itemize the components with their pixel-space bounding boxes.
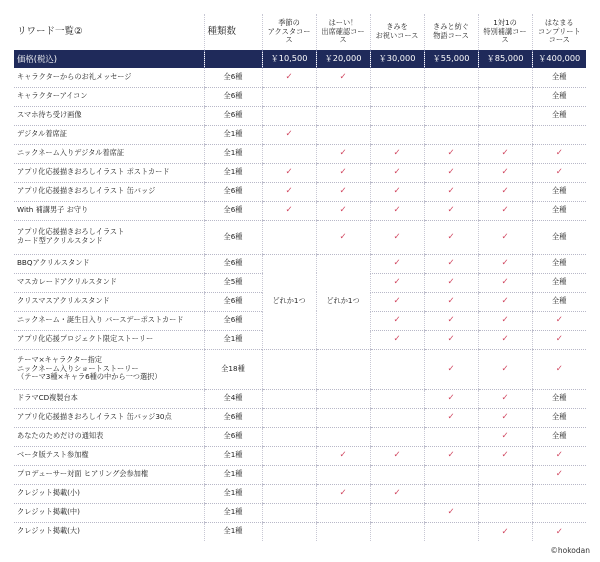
check-icon: ✓: [532, 522, 586, 541]
empty-cell: [478, 484, 532, 503]
all-kinds-label: 全種: [532, 87, 586, 106]
reward-kinds: 全6種: [204, 292, 262, 311]
empty-cell: [316, 427, 370, 446]
check-icon: ✓: [478, 182, 532, 201]
empty-cell: [262, 220, 316, 254]
all-kinds-label: 全種: [532, 292, 586, 311]
check-icon: ✓: [370, 254, 424, 273]
reward-kinds: 全1種: [204, 484, 262, 503]
reward-name: クリスマスアクリルスタンド: [14, 292, 204, 311]
empty-cell: [262, 87, 316, 106]
check-icon: ✓: [478, 254, 532, 273]
price-label: 価格(税込): [14, 50, 204, 68]
empty-cell: [424, 522, 478, 541]
empty-cell: [424, 427, 478, 446]
course-header: 1対1の 特別補講コース: [478, 14, 532, 50]
table-row: [14, 389, 586, 408]
empty-cell: [262, 427, 316, 446]
empty-cell: [316, 106, 370, 125]
check-icon: ✓: [370, 484, 424, 503]
empty-cell: [424, 68, 478, 87]
check-icon: ✓: [478, 349, 532, 389]
check-icon: ✓: [370, 201, 424, 220]
check-icon: ✓: [532, 144, 586, 163]
check-icon: ✓: [424, 292, 478, 311]
check-icon: ✓: [478, 163, 532, 182]
empty-cell: [316, 522, 370, 541]
reward-name: アプリ化応援プロジェクト限定ストーリー: [14, 330, 204, 349]
empty-cell: [262, 106, 316, 125]
reward-kinds: 全6種: [204, 311, 262, 330]
check-icon: ✓: [424, 330, 478, 349]
check-icon: ✓: [262, 201, 316, 220]
empty-cell: [262, 484, 316, 503]
empty-cell: [262, 389, 316, 408]
reward-kinds: 全6種: [204, 408, 262, 427]
reward-name: スマホ待ち受け画像: [14, 106, 204, 125]
check-icon: ✓: [370, 446, 424, 465]
empty-cell: [262, 522, 316, 541]
reward-table: [14, 14, 586, 541]
all-kinds-label: 全種: [532, 408, 586, 427]
table-row: [14, 87, 586, 106]
check-icon: ✓: [424, 408, 478, 427]
check-icon: ✓: [532, 311, 586, 330]
check-icon: ✓: [424, 144, 478, 163]
check-icon: ✓: [424, 163, 478, 182]
reward-kinds: 全4種: [204, 389, 262, 408]
course-header: 季節の アクスタコース: [262, 14, 316, 50]
check-icon: ✓: [424, 254, 478, 273]
price-cell: ￥20,000: [316, 50, 370, 68]
table-row: [14, 446, 586, 465]
empty-cell: [262, 144, 316, 163]
check-icon: ✓: [424, 349, 478, 389]
reward-name: デジタル着席証: [14, 125, 204, 144]
reward-kinds: 全1種: [204, 163, 262, 182]
check-icon: ✓: [370, 273, 424, 292]
check-icon: ✓: [262, 125, 316, 144]
empty-cell: [424, 87, 478, 106]
table-row: [14, 349, 586, 389]
check-icon: ✓: [316, 163, 370, 182]
all-kinds-label: 全種: [532, 68, 586, 87]
check-icon: ✓: [424, 182, 478, 201]
check-icon: ✓: [424, 446, 478, 465]
all-kinds-label: 全種: [532, 201, 586, 220]
table-row: [14, 408, 586, 427]
check-icon: ✓: [424, 273, 478, 292]
check-icon: ✓: [316, 68, 370, 87]
table-row: [14, 144, 586, 163]
all-kinds-label: 全種: [532, 106, 586, 125]
reward-name: クレジット掲載(小): [14, 484, 204, 503]
reward-name: あなたのためだけの通知表: [14, 427, 204, 446]
check-icon: ✓: [262, 163, 316, 182]
check-icon: ✓: [478, 292, 532, 311]
reward-kinds: 全6種: [204, 427, 262, 446]
check-icon: ✓: [370, 144, 424, 163]
reward-kinds: 全18種: [204, 349, 262, 389]
table-row: [14, 182, 586, 201]
empty-cell: [532, 503, 586, 522]
empty-cell: [478, 503, 532, 522]
copyright-text: ©hokodan: [550, 546, 590, 555]
all-kinds-label: 全種: [532, 220, 586, 254]
check-icon: ✓: [478, 311, 532, 330]
check-icon: ✓: [478, 220, 532, 254]
all-kinds-label: 全種: [532, 273, 586, 292]
check-icon: ✓: [532, 446, 586, 465]
reward-kinds: 全6種: [204, 254, 262, 273]
check-icon: ✓: [478, 427, 532, 446]
table-row: [14, 220, 586, 254]
empty-cell: [478, 465, 532, 484]
table-row: [14, 254, 586, 273]
all-kinds-label: 全種: [532, 427, 586, 446]
check-icon: ✓: [478, 522, 532, 541]
price-kinds-cell: [204, 50, 262, 68]
kinds-header: 種類数: [204, 14, 262, 50]
course-header: はなまる コンプリート コース: [532, 14, 586, 50]
reward-kinds: 全6種: [204, 68, 262, 87]
price-row: [14, 50, 586, 68]
reward-name: ニックネーム入りデジタル着席証: [14, 144, 204, 163]
table-row: [14, 106, 586, 125]
price-cell: ￥30,000: [370, 50, 424, 68]
empty-cell: [478, 106, 532, 125]
table-row: [14, 201, 586, 220]
check-icon: ✓: [424, 201, 478, 220]
reward-kinds: 全6種: [204, 201, 262, 220]
reward-name: ニックネーム・誕生日入り バースデーポストカード: [14, 311, 204, 330]
price-cell: ￥55,000: [424, 50, 478, 68]
reward-kinds: 全1種: [204, 125, 262, 144]
check-icon: ✓: [478, 446, 532, 465]
course-header: はーい！ 出席確認コース: [316, 14, 370, 50]
check-icon: ✓: [424, 220, 478, 254]
table-row: [14, 522, 586, 541]
check-icon: ✓: [478, 389, 532, 408]
check-icon: ✓: [370, 182, 424, 201]
reward-name: BBQアクリルスタンド: [14, 254, 204, 273]
reward-name: クレジット掲載(中): [14, 503, 204, 522]
empty-cell: [370, 87, 424, 106]
check-icon: ✓: [370, 220, 424, 254]
reward-name: クレジット掲載(大): [17, 526, 80, 536]
empty-cell: [262, 349, 316, 389]
empty-cell: [370, 427, 424, 446]
reward-name: アプリ化応援描きおろしイラスト ポストカード: [14, 163, 204, 182]
empty-cell: [262, 503, 316, 522]
empty-cell: [532, 125, 586, 144]
check-icon: ✓: [478, 330, 532, 349]
empty-cell: [370, 503, 424, 522]
reward-name: プロデューサー対面 ヒアリング会参加権: [14, 465, 204, 484]
course-header: きみを お祝いコース: [370, 14, 424, 50]
reward-name: キャラクターアイコン: [14, 87, 204, 106]
empty-cell: [316, 408, 370, 427]
empty-cell: [370, 408, 424, 427]
check-icon: ✓: [316, 144, 370, 163]
empty-cell: [316, 349, 370, 389]
reward-kinds: 全1種: [204, 465, 262, 484]
table-row: [14, 68, 586, 87]
table-row: [14, 427, 586, 446]
check-icon: ✓: [316, 220, 370, 254]
check-icon: ✓: [532, 349, 586, 389]
reward-kinds: 全1種: [204, 144, 262, 163]
table-row: [14, 125, 586, 144]
empty-cell: [316, 125, 370, 144]
empty-cell: [370, 106, 424, 125]
check-icon: ✓: [370, 292, 424, 311]
reward-name: ドラマCD複製台本: [14, 389, 204, 408]
reward-name: キャラクターからのお礼メッセージ: [14, 68, 204, 87]
empty-cell: [370, 389, 424, 408]
check-icon: ✓: [424, 311, 478, 330]
reward-kinds: 全6種: [204, 220, 262, 254]
empty-cell: [316, 87, 370, 106]
empty-cell: [370, 125, 424, 144]
reward-name: With 補講男子 お守り: [14, 201, 204, 220]
check-icon: ✓: [316, 182, 370, 201]
check-icon: ✓: [424, 503, 478, 522]
table-row: [14, 503, 586, 522]
empty-cell: [316, 465, 370, 484]
table-row: [14, 484, 586, 503]
empty-cell: [262, 446, 316, 465]
check-icon: ✓: [370, 330, 424, 349]
check-icon: ✓: [316, 201, 370, 220]
check-icon: ✓: [478, 201, 532, 220]
empty-cell: [424, 106, 478, 125]
reward-kinds: 全6種: [204, 106, 262, 125]
check-icon: ✓: [316, 446, 370, 465]
check-icon: ✓: [532, 330, 586, 349]
empty-cell: [370, 465, 424, 484]
table-row: [14, 163, 586, 182]
choose-one-note: どれか1つ: [316, 254, 370, 349]
check-icon: ✓: [478, 408, 532, 427]
empty-cell: [478, 68, 532, 87]
empty-cell: [424, 465, 478, 484]
header-row: [14, 14, 586, 50]
check-icon: ✓: [262, 68, 316, 87]
all-kinds-label: 全種: [532, 182, 586, 201]
empty-cell: [262, 465, 316, 484]
empty-cell: [532, 484, 586, 503]
reward-kinds: 全5種: [204, 273, 262, 292]
reward-name: テーマ×キャラクター指定 ニックネーム入りショートストーリー （テーマ3種×キャラ6種の中から一つ選択）: [14, 349, 204, 389]
price-cell: ￥400,000: [532, 50, 586, 68]
check-icon: ✓: [532, 465, 586, 484]
reward-kinds: 全6種: [204, 87, 262, 106]
check-icon: ✓: [370, 311, 424, 330]
reward-name: マスカレードアクリルスタンド: [14, 273, 204, 292]
reward-name: アプリ化応援描きおろしイラスト 缶バッジ30点: [14, 408, 204, 427]
empty-cell: [478, 125, 532, 144]
reward-name: アプリ化応援描きおろしイラスト 缶バッジ: [14, 182, 204, 201]
check-icon: ✓: [370, 163, 424, 182]
check-icon: ✓: [424, 389, 478, 408]
reward-name: ベータ版テスト参加権: [14, 446, 204, 465]
empty-cell: [262, 408, 316, 427]
empty-cell: [424, 484, 478, 503]
choose-one-note: どれか1つ: [262, 254, 316, 349]
check-icon: ✓: [316, 484, 370, 503]
check-icon: ✓: [478, 144, 532, 163]
check-icon: ✓: [262, 182, 316, 201]
price-cell: ￥10,500: [262, 50, 316, 68]
table-row: [14, 465, 586, 484]
reward-kinds: 全1種: [204, 446, 262, 465]
reward-kinds: 全6種: [204, 182, 262, 201]
all-kinds-label: 全種: [532, 389, 586, 408]
course-header: きみと紡ぐ 物語コース: [424, 14, 478, 50]
all-kinds-label: 全種: [532, 254, 586, 273]
empty-cell: [370, 349, 424, 389]
check-icon: ✓: [478, 273, 532, 292]
check-icon: ✓: [532, 163, 586, 182]
reward-kinds: 全1種: [204, 330, 262, 349]
empty-cell: [424, 125, 478, 144]
reward-name: アプリ化応援描きおろしイラスト カード型アクリルスタンド: [14, 220, 204, 254]
empty-cell: [316, 389, 370, 408]
price-cell: ￥85,000: [478, 50, 532, 68]
empty-cell: [478, 87, 532, 106]
empty-cell: [370, 68, 424, 87]
reward-kinds: 全1種: [204, 503, 262, 522]
reward-kinds: 全1種: [204, 522, 262, 541]
table-title: リワード一覧②: [17, 26, 83, 38]
empty-cell: [370, 522, 424, 541]
empty-cell: [316, 503, 370, 522]
